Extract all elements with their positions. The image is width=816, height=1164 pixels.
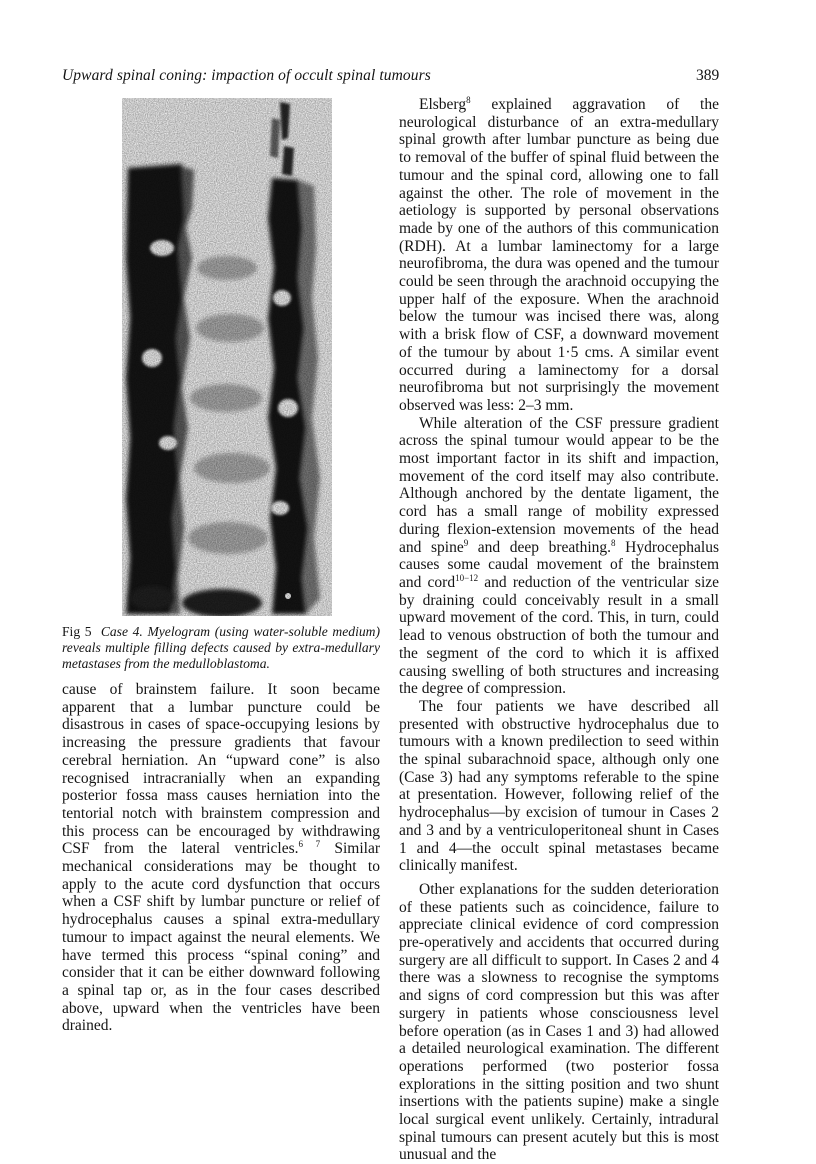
- text-run: While alteration of the CSF pressure gradient across the spinal tumour would appear to be the most important factor in its shift and impaction, movement of the cord itself may also contribute. Although anchored by the dentate ligament, the cord has a small range of mobility expressed during flexion-extension movements of the head and spine: [399, 414, 719, 556]
- citation-ref: 6 7: [298, 839, 321, 850]
- right-paragraph-3: The four patients we have described all presented with obstructive hydrocephalus due to tumours with a known predilection to seed within the spinal subarachnoid space, although only one (Case 3) had any symptoms referable to the spine at presentation. However, following relief of the hydrocephalus—by excision of tumour in Cases 2 and 3 and by a ventriculoperitoneal shunt in Cases 1 and 4—the occult spinal metastases became clinically manifest.: [399, 697, 719, 875]
- right-paragraph-1: [399, 96, 719, 415]
- text-run: Elsberg: [419, 96, 467, 113]
- myelogram-figure: [122, 98, 332, 616]
- running-header-title: Upward spinal coning: impaction of occult spinal tumours: [62, 67, 431, 84]
- figure-caption-text: Case 4. Myelogram (using water-soluble medium) reveals multiple filling defects caused by extra-medullary metastases from the medulloblastoma.: [62, 624, 381, 671]
- figure-label: Fig 5: [62, 624, 92, 639]
- text-run: and reduction of the ventricular size by draining could conceivably result in a small upward movement of the cord. This, in turn, could lead to venous obstruction of both the tumour and the segment of the cord to which it is affixed causing swelling of both structures and increasing the degree of compression.: [399, 573, 720, 698]
- right-column-text: [399, 96, 719, 1164]
- figure-caption: [62, 624, 380, 672]
- left-paragraph-1: [62, 681, 380, 1035]
- text-run: explained aggravation of the neurological disturbance of an extra-medullary spinal growth after lumbar puncture as being due to removal of the buffer of spinal fluid between the tumour and the spinal cord, allowing one to fall against the other. The role of movement in the aetiology is supported by personal observations made by one of the authors of this communication (RDH). At a lumbar laminectomy for a large neurofibroma, the dura was opened and the tumour could be seen through the arachnoid occupying the upper half of the exposure. When the arachnoid below the tumour was incised there was, along with a brisk flow of CSF, a downward movement of the tumour by about 1·5 cms. A similar event occurred during a laminectomy for a dorsal neurofibroma but not surprisingly the movement observed was less: 2–3 mm.: [399, 96, 719, 414]
- myelogram-image: [122, 98, 332, 616]
- text-run: cause of brainstem failure. It soon became apparent that a lumbar puncture could be disastrous in cases of space-occupying lesions by increasing the pressure gradients that favour cerebral herniation. An “upward cone” is also recognised intracranially when an expanding posterior fossa mass causes herniation into the tentorial notch with brainstem compression and this process can be encouraged by withdrawing CSF from the lateral ventricles.: [62, 681, 380, 858]
- citation-ref: 8: [466, 95, 471, 105]
- right-paragraph-2: [399, 415, 719, 698]
- text-run: Hydrocephalus causes some caudal movement of the brainstem and cord: [399, 538, 719, 591]
- right-paragraph-4: Other explanations for the sudden deterioration of these patients such as coincidence, failure to appreciate clinical evidence of cord compression pre-operatively and accidents that occurred during surgery are all difficult to support. In Cases 2 and 4 there was a slowness to recognise the symptoms and signs of cord compression but this was after surgery in patients whose consciousness level before operation (as in Cases 1 and 3) had allowed a detailed neurological examination. The different operations performed (two posterior fossa explorations in the sitting position and two shunt insertions with the patients supine) make a single local surgical event unlikely. Certainly, intradural spinal tumours can present acutely but this is most unusual and the: [399, 880, 719, 1164]
- citation-ref: 8: [611, 537, 616, 548]
- page-number: 389: [696, 67, 720, 84]
- citation-ref: 10−12: [455, 572, 479, 583]
- text-run: and deep breathing.: [468, 538, 612, 556]
- left-column-text: [62, 681, 380, 1035]
- citation-ref: 9: [463, 537, 469, 548]
- text-run: Similar mechanical considerations may be thought to apply to the acute cord dysfunction that occurs when a CSF shift by lumbar puncture or relief of hydrocephalus causes a spinal extra-medullary tumour to impact against the neural elements. We have termed this process “spinal coning” and consider that it can be either downward following a spinal tap or, as in the four cases described above, upward when the ventricles have been drained.: [62, 840, 380, 1035]
